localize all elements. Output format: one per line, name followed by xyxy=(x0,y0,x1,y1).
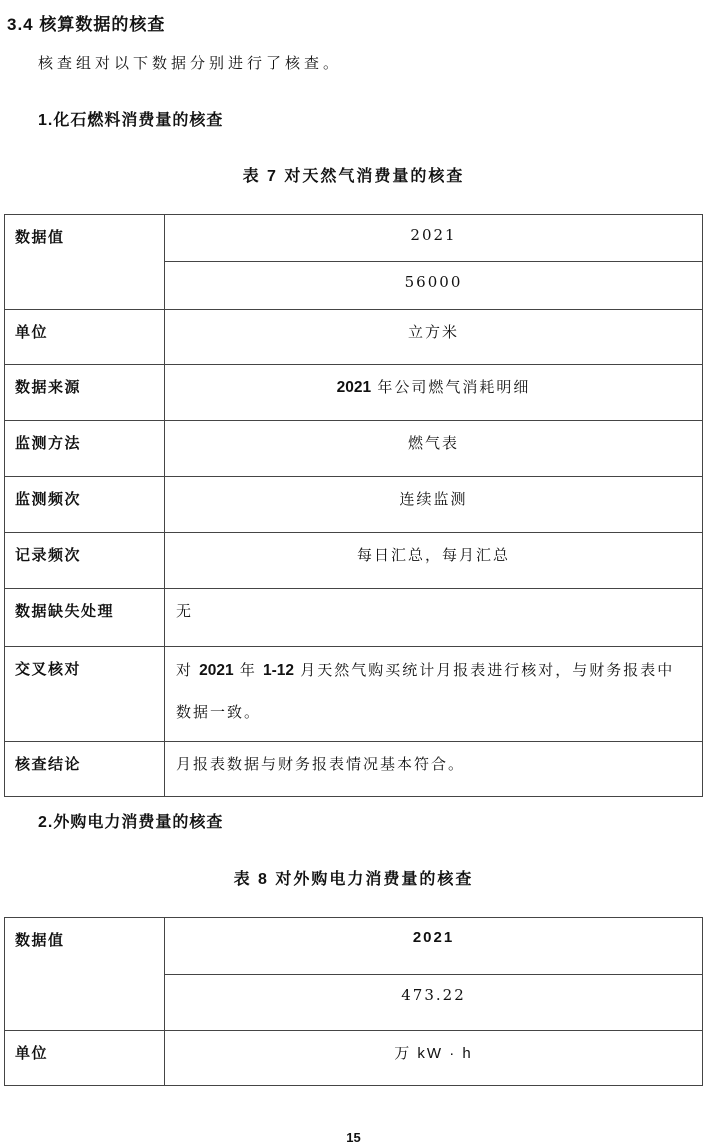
cell-year: 2021 xyxy=(165,215,703,262)
cell-value: 56000 xyxy=(165,262,703,310)
row-label-missing-data-handling: 数据缺失处理 xyxy=(5,589,165,647)
cell-unit: 立方米 xyxy=(165,310,703,365)
cell-record-frequency: 每日汇总，每月汇总 xyxy=(165,533,703,589)
section-heading: 3.4 核算数据的核查 xyxy=(7,15,166,34)
table-row xyxy=(5,533,703,589)
row-label-monitoring-method: 监测方法 xyxy=(5,421,165,477)
row-label-monitoring-frequency: 监测频次 xyxy=(5,477,165,533)
table-row xyxy=(5,647,703,742)
page-number: 15 xyxy=(346,1130,361,1145)
table7-natural-gas-verification xyxy=(4,214,703,797)
table8-caption: 表 8 对外购电力消费量的核查 xyxy=(233,871,474,888)
cell-cross-check: 对 2021 年 1-12 月天然气购买统计月报表进行核对，与财务报表中数据一致。 xyxy=(165,647,703,742)
subsection-2-heading: 2.外购电力消费量的核查 xyxy=(38,814,224,831)
row-label-data-value: 数据值 xyxy=(5,215,165,310)
cell-monitoring-frequency: 连续监测 xyxy=(165,477,703,533)
table-row xyxy=(5,365,703,421)
cell-missing-data-handling: 无 xyxy=(165,589,703,647)
table-row xyxy=(5,215,703,262)
row-label-data-value: 数据值 xyxy=(5,918,165,1031)
table-row xyxy=(5,477,703,533)
cell-year: 2021 xyxy=(165,918,703,975)
row-label-unit: 单位 xyxy=(5,1031,165,1086)
row-label-data-source: 数据来源 xyxy=(5,365,165,421)
intro-paragraph: 核查组对以下数据分别进行了核查。 xyxy=(38,55,343,72)
cell-monitoring-method: 燃气表 xyxy=(165,421,703,477)
table-row xyxy=(5,742,703,797)
table7-caption: 表 7 对天然气消费量的核查 xyxy=(242,168,465,185)
cell-value: 473.22 xyxy=(165,975,703,1031)
table-row xyxy=(5,589,703,647)
subsection-1-heading: 1.化石燃料消费量的核查 xyxy=(38,112,224,129)
row-label-cross-check: 交叉核对 xyxy=(5,647,165,742)
row-label-record-frequency: 记录频次 xyxy=(5,533,165,589)
table-row xyxy=(5,1031,703,1086)
cell-verification-conclusion: 月报表数据与财务报表情况基本符合。 xyxy=(165,742,703,797)
cell-unit: 万 kW · h xyxy=(165,1031,703,1086)
table-row xyxy=(5,310,703,365)
table8-purchased-electricity-verification xyxy=(4,917,703,1086)
table-row xyxy=(5,918,703,975)
table-row xyxy=(5,421,703,477)
row-label-verification-conclusion: 核查结论 xyxy=(5,742,165,797)
cell-data-source: 2021 年公司燃气消耗明细 xyxy=(165,365,703,421)
row-label-unit: 单位 xyxy=(5,310,165,365)
